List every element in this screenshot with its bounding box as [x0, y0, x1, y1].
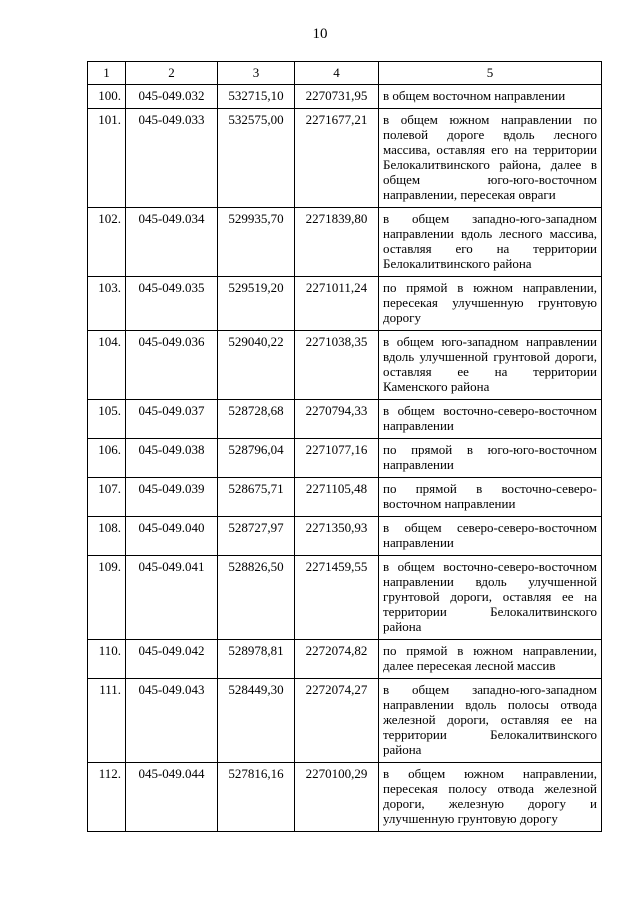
table-row: [88, 85, 602, 109]
table-row: [88, 331, 602, 400]
coord-x: 529519,20: [218, 277, 295, 331]
coord-x: 529935,70: [218, 208, 295, 277]
table-row: [88, 679, 602, 763]
coord-x: 528978,81: [218, 640, 295, 679]
point-id: 045-049.042: [126, 640, 218, 679]
row-number: 102.: [88, 208, 126, 277]
row-number: 101.: [88, 109, 126, 208]
row-number: 104.: [88, 331, 126, 400]
row-number: 107.: [88, 478, 126, 517]
row-number: 111.: [88, 679, 126, 763]
row-number: 110.: [88, 640, 126, 679]
table-row: [88, 517, 602, 556]
boundary-description: в общем южном направлении по полевой дороге вдоль лесного массива, оставляя его на территории Белокалитвинского района, далее в общем юго-юго-восточном направлении, пересекая овраги: [379, 109, 602, 208]
point-id: 045-049.044: [126, 763, 218, 832]
coord-x: 529040,22: [218, 331, 295, 400]
point-id: 045-049.038: [126, 439, 218, 478]
boundary-description: в общем западно-юго-западном направлении вдоль полосы отвода железной дороги, оставляя ее на территории Белокалитвинского района: [379, 679, 602, 763]
row-number: 106.: [88, 439, 126, 478]
point-id: 045-049.033: [126, 109, 218, 208]
point-id: 045-049.034: [126, 208, 218, 277]
header-col-4: 4: [295, 62, 379, 85]
row-number: 103.: [88, 277, 126, 331]
row-number: 108.: [88, 517, 126, 556]
row-number: 105.: [88, 400, 126, 439]
coord-y: 2270794,33: [295, 400, 379, 439]
coordinates-table: [87, 61, 602, 832]
coord-y: 2271038,35: [295, 331, 379, 400]
boundary-description: в общем южном направлении, пересекая полосу отвода железной дороги, железную дорогу и улучшенную грунтовую дорогу: [379, 763, 602, 832]
coord-y: 2271459,55: [295, 556, 379, 640]
header-col-5: 5: [379, 62, 602, 85]
coord-x: 528826,50: [218, 556, 295, 640]
header-col-2: 2: [126, 62, 218, 85]
coord-y: 2270100,29: [295, 763, 379, 832]
coord-x: 528728,68: [218, 400, 295, 439]
coord-y: 2271011,24: [295, 277, 379, 331]
table-row: [88, 439, 602, 478]
header-col-3: 3: [218, 62, 295, 85]
coord-y: 2272074,82: [295, 640, 379, 679]
coord-y: 2271839,80: [295, 208, 379, 277]
point-id: 045-049.032: [126, 85, 218, 109]
coord-y: 2271677,21: [295, 109, 379, 208]
point-id: 045-049.043: [126, 679, 218, 763]
boundary-description: по прямой в южном направлении, далее пересекая лесной массив: [379, 640, 602, 679]
table-row: [88, 208, 602, 277]
row-number: 109.: [88, 556, 126, 640]
coord-y: 2271350,93: [295, 517, 379, 556]
coord-y: 2271077,16: [295, 439, 379, 478]
page-number: 10: [312, 26, 328, 42]
table-row: [88, 478, 602, 517]
point-id: 045-049.035: [126, 277, 218, 331]
boundary-description: по прямой в восточно-северо-восточном направлении: [379, 478, 602, 517]
row-number: 112.: [88, 763, 126, 832]
coord-x: 527816,16: [218, 763, 295, 832]
coord-x: 532575,00: [218, 109, 295, 208]
coord-x: 528796,04: [218, 439, 295, 478]
table-row: [88, 640, 602, 679]
point-id: 045-049.040: [126, 517, 218, 556]
table-row: [88, 763, 602, 832]
coord-x: 528675,71: [218, 478, 295, 517]
coord-x: 528727,97: [218, 517, 295, 556]
coord-y: 2271105,48: [295, 478, 379, 517]
boundary-description: в общем западно-юго-западном направлении вдоль лесного массива, оставляя его на территории Белокалитвинского района: [379, 208, 602, 277]
point-id: 045-049.037: [126, 400, 218, 439]
table-row: [88, 277, 602, 331]
point-id: 045-049.036: [126, 331, 218, 400]
table-row: [88, 109, 602, 208]
point-id: 045-049.041: [126, 556, 218, 640]
boundary-description: в общем северо-северо-восточном направлении: [379, 517, 602, 556]
boundary-description: в общем восточном направлении: [379, 85, 602, 109]
boundary-description: по прямой в юго-юго-восточном направлении: [379, 439, 602, 478]
coord-y: 2270731,95: [295, 85, 379, 109]
boundary-description: в общем юго-западном направлении вдоль улучшенной грунтовой дороги, оставляя ее на территории Каменского района: [379, 331, 602, 400]
row-number: 100.: [88, 85, 126, 109]
coord-x: 532715,10: [218, 85, 295, 109]
coord-x: 528449,30: [218, 679, 295, 763]
coord-y: 2272074,27: [295, 679, 379, 763]
point-id: 045-049.039: [126, 478, 218, 517]
table-header-row: [88, 62, 602, 85]
table-row: [88, 400, 602, 439]
boundary-description: по прямой в южном направлении, пересекая улучшенную грунтовую дорогу: [379, 277, 602, 331]
boundary-description: в общем восточно-северо-восточном направлении вдоль улучшенной грунтовой дороги, оставляя ее на территории Белокалитвинского района: [379, 556, 602, 640]
header-col-1: 1: [88, 62, 126, 85]
table-row: [88, 556, 602, 640]
boundary-description: в общем восточно-северо-восточном направлении: [379, 400, 602, 439]
